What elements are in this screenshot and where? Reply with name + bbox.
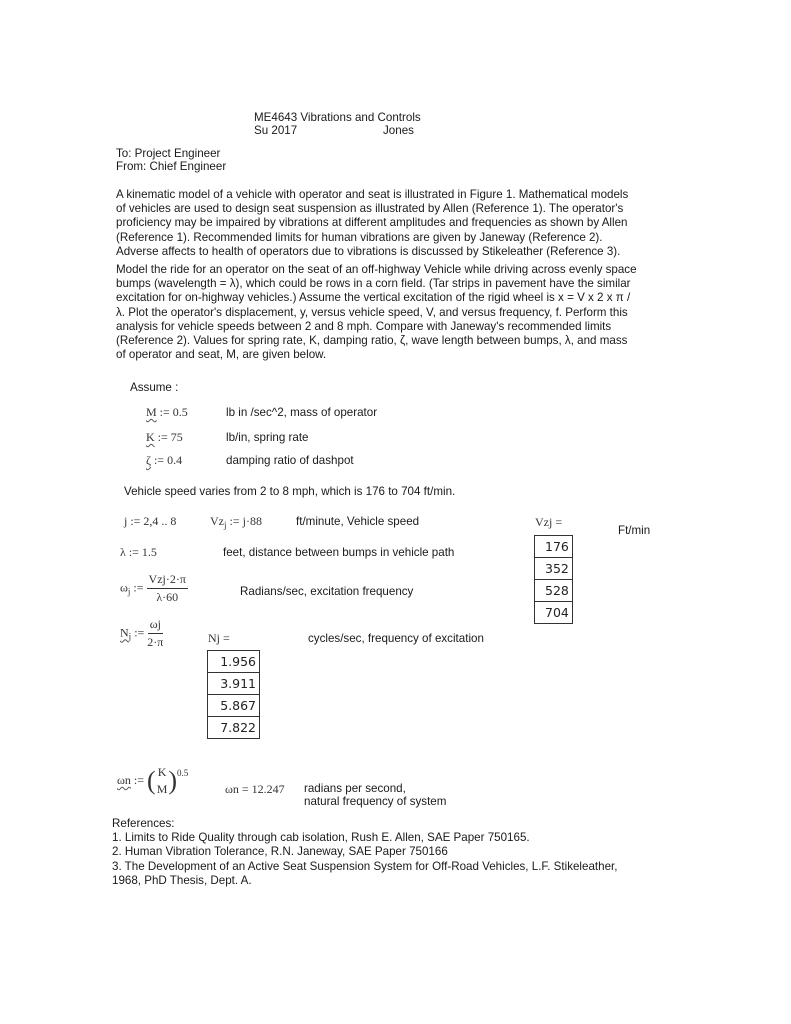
n-result-table [207,650,260,739]
table-row [208,717,260,739]
table-row [208,695,260,717]
paragraph-line: Model the ride for an operator on the seat of an off-highway Vehicle while driving across evenly space [116,263,637,276]
vz-result-label: Vzj = [535,515,563,529]
omega-definition: $\omega_j$ := $\frac{\text{Vzj·2·π}}{\lambda\cdot 60}$ [120,572,186,604]
paragraph-line: analysis for vehicle speeds between 2 and 8 mph. Compare with Janeway's recommended limits [116,319,612,333]
reference-item: 2. Human Vibration Tolerance, R.N. Janeway, SAE Paper 750166 [112,845,448,859]
speed-note: Vehicle speed varies from 2 to 8 mph, which is 176 to 704 ft/min. [124,485,456,498]
mass-description: lb in /sec^2, mass of operator [226,406,378,419]
wn-fraction: K M [156,765,168,796]
course-title: ME4643 Vibrations and Controls [254,111,421,124]
term: Su 2017 [254,124,298,137]
damping-variable: ζ [146,453,151,467]
lambda-description: feet, distance between bumps in vehicle path [223,546,455,559]
memo-to: To: Project Engineer [116,147,221,160]
paragraph-line: (Reference 2). Values for spring rate, K, damping ratio, ζ, wave length between bumps, λ, and mass [116,334,628,348]
paragraph-line: of vehicles are used to design seat suspension as illustrated by Allen (Reference 1). The operator's [116,202,624,216]
paragraph-line: proficiency may be impaired by vibrations at different amplitudes and frequencies as shown by Allen [116,216,628,230]
paragraph-line: (Reference 1). Recommended limits for human vibrations are given by Janeway (Reference 2). [116,230,603,244]
paragraph-line: Adverse affects to health of operators due to vibrations is discussed by Stikeleather (Reference 3). [116,244,621,258]
reference-item: 3. The Development of an Active Seat Suspension System for Off-Road Vehicles, L.F. Stikeleather, [112,859,618,873]
table-row [535,536,573,558]
n-result-label: Nj = [208,631,230,645]
mass-definition [146,405,188,420]
vz-cell: 528 [535,580,573,602]
table-row [535,580,573,602]
paragraph-line: λ. Plot the operator's displacement, y, versus vehicle speed, V, and versus frequency, f. Perform this [116,305,628,319]
omega-fraction: $\frac{\text{Vzj·2·π}}{\lambda\cdot 60}$ [148,572,186,604]
references-section [112,817,617,888]
damping-value: := 0.4 [153,453,183,467]
assume-label: Assume : [130,381,179,394]
n-cell: 5.867 [208,695,260,717]
vz-result-table [534,535,573,624]
n-definition: $N_j$ := $\frac{\omega j}{2\cdot\pi}$ [120,617,164,649]
omega-description: Radians/sec, excitation frequency [240,585,414,598]
wn-description-2: natural frequency of system [304,795,447,808]
damping-definition [146,453,182,468]
spring-description: lb/in, spring rate [226,431,309,444]
reference-item: 1968, PhD Thesis, Dept. A. [112,873,252,887]
lambda-definition: λ := 1.5 [120,545,157,559]
paragraph-line: of operator and seat, M, are given below. [116,348,327,362]
n-cell: 1.956 [208,651,260,673]
instructor: Jones [383,124,414,137]
spring-variable: K [146,430,155,444]
j-range-definition: j := 2,4 .. 8 [124,514,177,528]
intro-paragraph [116,188,628,259]
n-cell: 7.822 [208,717,260,739]
paragraph-line: A kinematic model of a vehicle with operator and seat is illustrated in Figure 1. Mathematical models [116,188,629,201]
task-paragraph [116,263,637,362]
vz-definition: $Vz_j$ := j·88 [210,514,262,530]
n-cell: 3.911 [208,673,260,695]
table-row [535,558,573,580]
spring-definition [146,430,183,445]
reference-item: 1. Limits to Ride Quality through cab isolation, Rush E. Allen, SAE Paper 750165. [112,831,530,845]
paragraph-line: excitation for on-highway vehicles.) Assume the vertical excitation of the rigid wheel is x = V x 2 x π / [116,291,631,305]
n-description: cycles/sec, frequency of excitation [308,632,484,645]
mass-value: := 0.5 [159,405,188,419]
wn-result: ωn = 12.247 [225,782,285,796]
table-row [208,673,260,695]
wn-description-1: radians per second, [304,782,406,795]
vz-cell: 352 [535,558,573,580]
table-row [535,602,573,624]
n-fraction: $\frac{\omega j}{2\cdot\pi}$ [147,617,164,649]
wn-definition: ωn := ( K M )$^{0.5}$ [117,765,189,796]
mass-variable: M [146,405,157,419]
memo-from: From: Chief Engineer [116,160,227,173]
vz-cell: 176 [535,536,573,558]
references-title: References: [112,817,175,830]
vz-description: ft/minute, Vehicle speed [296,515,420,528]
spring-value: := 75 [157,430,183,444]
damping-description: damping ratio of dashpot [226,454,354,467]
table-row [208,651,260,673]
vz-cell: 704 [535,602,573,624]
paragraph-line: bumps (wavelength = λ), which could be rows in a corn field. (Tar strips in pavement have the similar [116,277,631,291]
vz-unit: Ft/min [618,524,651,537]
